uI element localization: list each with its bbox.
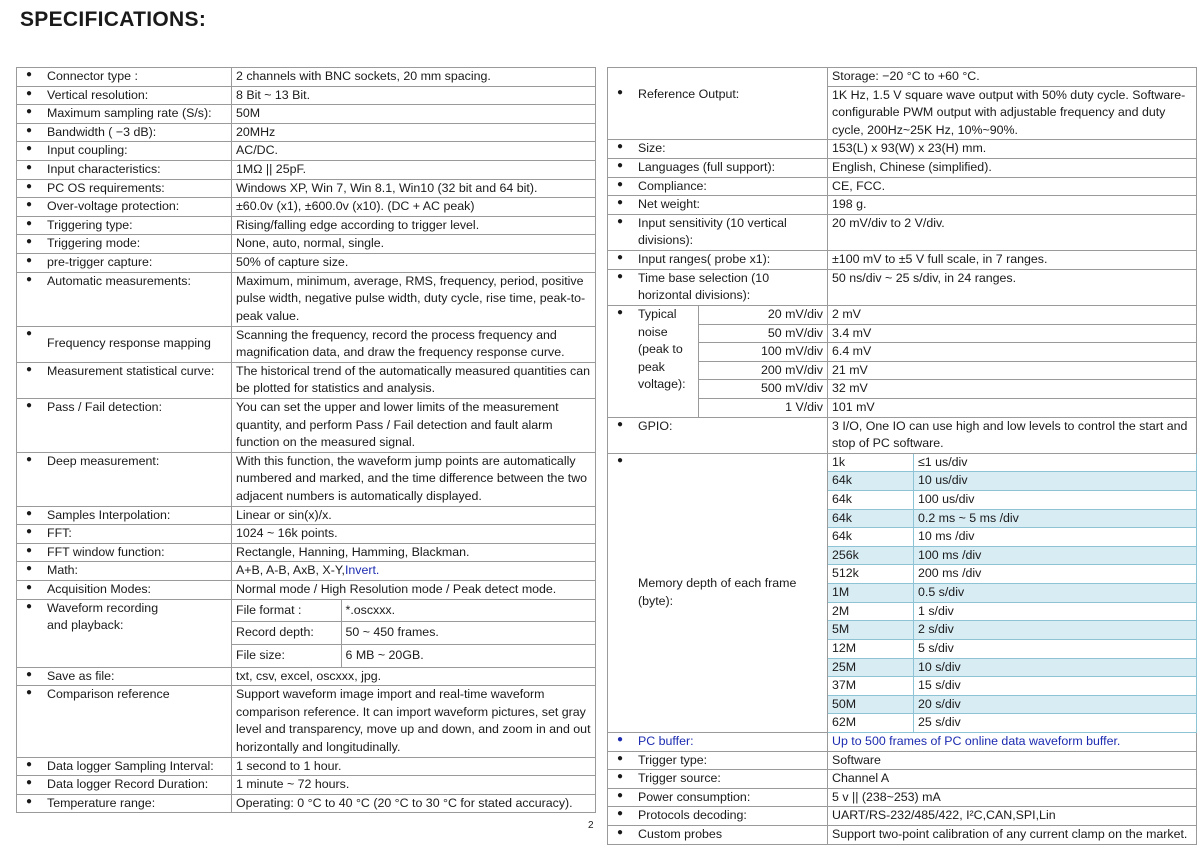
spec-label: ● Input ranges( probe x1):: [608, 251, 828, 270]
spec-row: [17, 105, 596, 124]
spec-row: [17, 123, 596, 142]
spec-row: [608, 159, 1197, 178]
spec-label: ● PC OS requirements:: [17, 179, 232, 198]
spec-row-pc-buffer: [608, 732, 1197, 751]
spec-label: ● Triggering mode:: [17, 235, 232, 254]
spec-row: [17, 254, 596, 273]
spec-row: [17, 161, 596, 180]
spec-label: ● Protocols decoding:: [608, 807, 828, 826]
spec-label: ● Time base selection (10 horizontal divisions):: [608, 269, 828, 305]
memory-timebase: 25 s/div: [914, 714, 1197, 733]
spec-value: English, Chinese (simplified).: [828, 159, 1197, 178]
spec-value: Rectangle, Hanning, Hamming, Blackman.: [232, 543, 596, 562]
memory-depth: 256k: [828, 546, 914, 565]
spec-value: 5 v || (238~253) mA: [828, 788, 1197, 807]
page-title: SPECIFICATIONS:: [20, 8, 207, 31]
spec-label: ● Data logger Sampling Interval:: [17, 757, 232, 776]
spec-row: [17, 362, 596, 398]
noise-value: 3.4 mV: [828, 324, 1197, 343]
memory-depth: 37M: [828, 677, 914, 696]
noise-range: 200 mV/div: [699, 361, 828, 380]
memory-timebase: 20 s/div: [914, 695, 1197, 714]
spec-row: [17, 326, 596, 362]
spec-row: [17, 525, 596, 544]
spec-value: UART/RS-232/485/422, I²C,CAN,SPI,Lin: [828, 807, 1197, 826]
spec-value: 50 ns/div ~ 25 s/div, in 24 ranges.: [828, 269, 1197, 305]
memory-depth: 1k: [828, 453, 914, 472]
subtable-value: 6 MB ~ 20GB.: [345, 647, 424, 662]
spec-value: Rising/falling edge according to trigger level.: [232, 216, 596, 235]
spec-label: ● Comparison reference: [17, 686, 232, 757]
spec-label: ● GPIO:: [608, 417, 828, 453]
spec-row: [17, 198, 596, 217]
noise-value: 2 mV: [828, 305, 1197, 324]
spec-value: ±100 mV to ±5 V full scale, in 7 ranges.: [828, 251, 1197, 270]
spec-row: [17, 452, 596, 506]
subtable-value: *.oscxxx.: [341, 600, 595, 622]
spec-row: [608, 214, 1197, 250]
noise-range: 50 mV/div: [699, 324, 828, 343]
spec-row: [17, 776, 596, 795]
spec-value: AC/DC.: [232, 142, 596, 161]
spec-label: ● Frequency response mapping: [17, 326, 232, 362]
memory-timebase: 15 s/div: [914, 677, 1197, 696]
memory-depth: 64k: [828, 509, 914, 528]
memory-timebase: 1 s/div: [914, 602, 1197, 621]
spec-value: 1 minute ~ 72 hours.: [232, 776, 596, 795]
spec-label: ● Reference Output:: [608, 86, 828, 140]
spec-row: [17, 794, 596, 813]
noise-value: 32 mV: [828, 380, 1197, 399]
spec-label: ● Power consumption:: [608, 788, 828, 807]
memory-timebase: 0.2 ms ~ 5 ms /div: [914, 509, 1197, 528]
spec-value: Scanning the frequency, record the process frequency and magnification data, and draw the frequency response curve.: [232, 326, 596, 362]
spec-label: ● PC buffer:: [608, 732, 828, 751]
spec-value: Windows XP, Win 7, Win 8.1, Win10 (32 bit and 64 bit).: [232, 179, 596, 198]
spec-row: [17, 235, 596, 254]
spec-label: ● Bandwidth ( −3 dB):: [17, 123, 232, 142]
memory-depth: 25M: [828, 658, 914, 677]
spec-value: Up to 500 frames of PC online data waveform buffer.: [828, 732, 1197, 751]
spec-value: 198 g.: [828, 196, 1197, 215]
memory-depth: 62M: [828, 714, 914, 733]
spec-value: 2 channels with BNC sockets, 20 mm spacing.: [232, 68, 596, 87]
spec-row: [17, 667, 596, 686]
noise-value: 6.4 mV: [828, 343, 1197, 362]
memory-timebase: 10 ms /div: [914, 528, 1197, 547]
spec-value: 50% of capture size.: [232, 254, 596, 273]
spec-value: 3 I/O, One IO can use high and low levels to control the start and stop of PC software.: [828, 417, 1197, 453]
spec-label: ● Over-voltage protection:: [17, 198, 232, 217]
subtable-key: Record depth:: [232, 622, 341, 645]
memory-timebase: 0.5 s/div: [914, 584, 1197, 603]
spec-label: ● Deep measurement:: [17, 452, 232, 506]
spec-value: CE, FCC.: [828, 177, 1197, 196]
memory-depth: 512k: [828, 565, 914, 584]
spec-value: With this function, the waveform jump points are automatically numbered and marked, and the time difference between the two adjacent numbers is automatically displayed.: [232, 452, 596, 506]
spec-value: Support waveform image import and real-time waveform comparison reference. It can import waveform pictures, set gray level and transparency, move up and down, and zoom in and out horizontally and longitudinally.: [232, 686, 596, 757]
noise-row: [608, 305, 1197, 324]
spec-row-acquisition: [17, 581, 596, 600]
spec-row-storage: [608, 68, 1197, 87]
spec-label: ● Connector type :: [17, 68, 232, 87]
memory-timebase: 10 us/div: [914, 472, 1197, 491]
noise-range: 500 mV/div: [699, 380, 828, 399]
spec-row: [17, 506, 596, 525]
spec-value: 1 second to 1 hour.: [232, 757, 596, 776]
spec-value: Operating: 0 °C to 40 °C (20 °C to 30 °C for stated accuracy).: [232, 794, 596, 813]
specs-table-right: [607, 67, 1197, 845]
spec-label: ● Maximum sampling rate (S/s):: [17, 105, 232, 124]
spec-label: ● Vertical resolution:: [17, 86, 232, 105]
spec-value: Normal mode / High Resolution mode / Peak detect mode.: [232, 581, 596, 600]
noise-value: 101 mV: [828, 398, 1197, 417]
memory-depth: 2M: [828, 602, 914, 621]
spec-row: [17, 216, 596, 235]
spec-label: ● pre-trigger capture:: [17, 254, 232, 273]
memory-timebase: 2 s/div: [914, 621, 1197, 640]
memory-timebase: 100 ms /div: [914, 546, 1197, 565]
memory-depth: 50M: [828, 695, 914, 714]
spec-value: 1024 ~ 16k points.: [232, 525, 596, 544]
spec-value: 8 Bit ~ 13 Bit.: [232, 86, 596, 105]
spec-label: ● Save as file:: [17, 667, 232, 686]
spec-value: 1MΩ || 25pF.: [232, 161, 596, 180]
spec-label: ● Trigger type:: [608, 751, 828, 770]
memory-timebase: 10 s/div: [914, 658, 1197, 677]
spec-value: 20 mV/div to 2 V/div.: [828, 214, 1197, 250]
spec-row: [17, 272, 596, 326]
spec-value: None, auto, normal, single.: [232, 235, 596, 254]
noise-range: 1 V/div: [699, 398, 828, 417]
spec-label: ● Triggering type:: [17, 216, 232, 235]
spec-label: ● Trigger source:: [608, 770, 828, 789]
spec-label: ● FFT window function:: [17, 543, 232, 562]
spec-label: ● Custom probes: [608, 825, 828, 844]
spec-label: ● Waveform recording and playback:: [17, 599, 232, 667]
memory-depth: 1M: [828, 584, 914, 603]
spec-value: Storage: −20 °C to +60 °C.: [828, 68, 1197, 87]
spec-label: ● Input sensitivity (10 vertical divisions):: [608, 214, 828, 250]
spec-value: Support two-point calibration of any current clamp on the market.: [828, 825, 1197, 844]
spec-value: The historical trend of the automatically measured quantities can be plotted for statistics and analysis.: [232, 362, 596, 398]
spec-value: 153(L) x 93(W) x 23(H) mm.: [828, 140, 1197, 159]
spec-value: Channel A: [828, 770, 1197, 789]
memory-depth: 64k: [828, 528, 914, 547]
spec-label: ● Measurement statistical curve:: [17, 362, 232, 398]
spec-label: ● Acquisition Modes:: [17, 581, 232, 600]
spec-label: ● Input coupling:: [17, 142, 232, 161]
spec-label: ● Languages (full support):: [608, 159, 828, 178]
spec-row: [17, 757, 596, 776]
spec-row: [608, 807, 1197, 826]
memory-timebase: 200 ms /div: [914, 565, 1197, 584]
spec-row: [608, 788, 1197, 807]
spec-row: [17, 142, 596, 161]
spec-label: ● Typical noise (peak to peak voltage):: [608, 305, 699, 417]
memory-timebase: 5 s/div: [914, 639, 1197, 658]
spec-row-math: [17, 562, 596, 581]
subtable-key: File size:: [232, 644, 341, 666]
spec-label: ● FFT:: [17, 525, 232, 544]
spec-row: [17, 686, 596, 757]
spec-label: ● Size:: [608, 140, 828, 159]
waveform-subtable: [232, 599, 596, 667]
spec-row-reference-output: [608, 86, 1197, 140]
spec-row: [608, 770, 1197, 789]
subtable-value: 50 ~ 450 frames.: [341, 622, 595, 645]
spec-label: ● Input characteristics:: [17, 161, 232, 180]
spec-row: [608, 140, 1197, 159]
spec-row: [608, 751, 1197, 770]
spec-value: Maximum, minimum, average, RMS, frequency, period, positive pulse width, negative pulse width, duty cycle, rise time, peak-to-peak value.: [232, 272, 596, 326]
spec-label: ● Temperature range:: [17, 794, 232, 813]
spec-value: Linear or sin(x)/x.: [232, 506, 596, 525]
spec-value: Software: [828, 751, 1197, 770]
spec-value: ±60.0v (x1), ±600.0v (x10). (DC + AC peak): [232, 198, 596, 217]
spec-row: [17, 179, 596, 198]
memory-row: [608, 453, 1197, 472]
spec-row: [17, 398, 596, 452]
spec-value: 50M: [232, 105, 596, 124]
spec-row: [608, 196, 1197, 215]
page-number: 2: [588, 820, 594, 831]
noise-range: 100 mV/div: [699, 343, 828, 362]
spec-row: [608, 177, 1197, 196]
spec-label: ● Memory depth of each frame (byte):: [608, 453, 828, 732]
spec-row: [608, 825, 1197, 844]
memory-depth: 12M: [828, 639, 914, 658]
spec-value: You can set the upper and lower limits of the measurement quantity, and perform Pass / Fail detection and fault alarm function on the measured signal.: [232, 398, 596, 452]
spec-row: [17, 68, 596, 87]
spec-value: 20MHz: [232, 123, 596, 142]
spec-value: txt, csv, excel, oscxxx, jpg.: [232, 667, 596, 686]
spec-label: ● Pass / Fail detection:: [17, 398, 232, 452]
memory-depth: 5M: [828, 621, 914, 640]
subtable-key: File format :: [232, 600, 341, 622]
spec-label: ● Net weight:: [608, 196, 828, 215]
spec-label: ● Math:: [17, 562, 232, 581]
spec-row: [608, 251, 1197, 270]
spec-row: [608, 269, 1197, 305]
noise-value: 21 mV: [828, 361, 1197, 380]
spec-value: 1K Hz, 1.5 V square wave output with 50% duty cycle. Software-configurable PWM output with adjustable frequency and duty cycle, 200Hz~25K Hz, 10%~90%.: [828, 86, 1197, 140]
spec-row-waveform: [17, 599, 596, 667]
spec-row-gpio: [608, 417, 1197, 453]
invert-text: Invert.: [344, 563, 380, 578]
spec-value: A+B, A-B, AxB, X-Y,Invert.: [232, 562, 596, 581]
spec-label: ● Samples Interpolation:: [17, 506, 232, 525]
spec-row: [17, 543, 596, 562]
spec-label: ● Data logger Record Duration:: [17, 776, 232, 795]
memory-depth: 64k: [828, 491, 914, 510]
memory-timebase: 100 us/div: [914, 491, 1197, 510]
noise-range: 20 mV/div: [699, 305, 828, 324]
memory-depth: 64k: [828, 472, 914, 491]
specs-table-left: [16, 67, 596, 813]
spec-label: ● Compliance:: [608, 177, 828, 196]
spec-label: ● Automatic measurements:: [17, 272, 232, 326]
spec-row: [17, 86, 596, 105]
memory-timebase: ≤1 us/div: [914, 453, 1197, 472]
